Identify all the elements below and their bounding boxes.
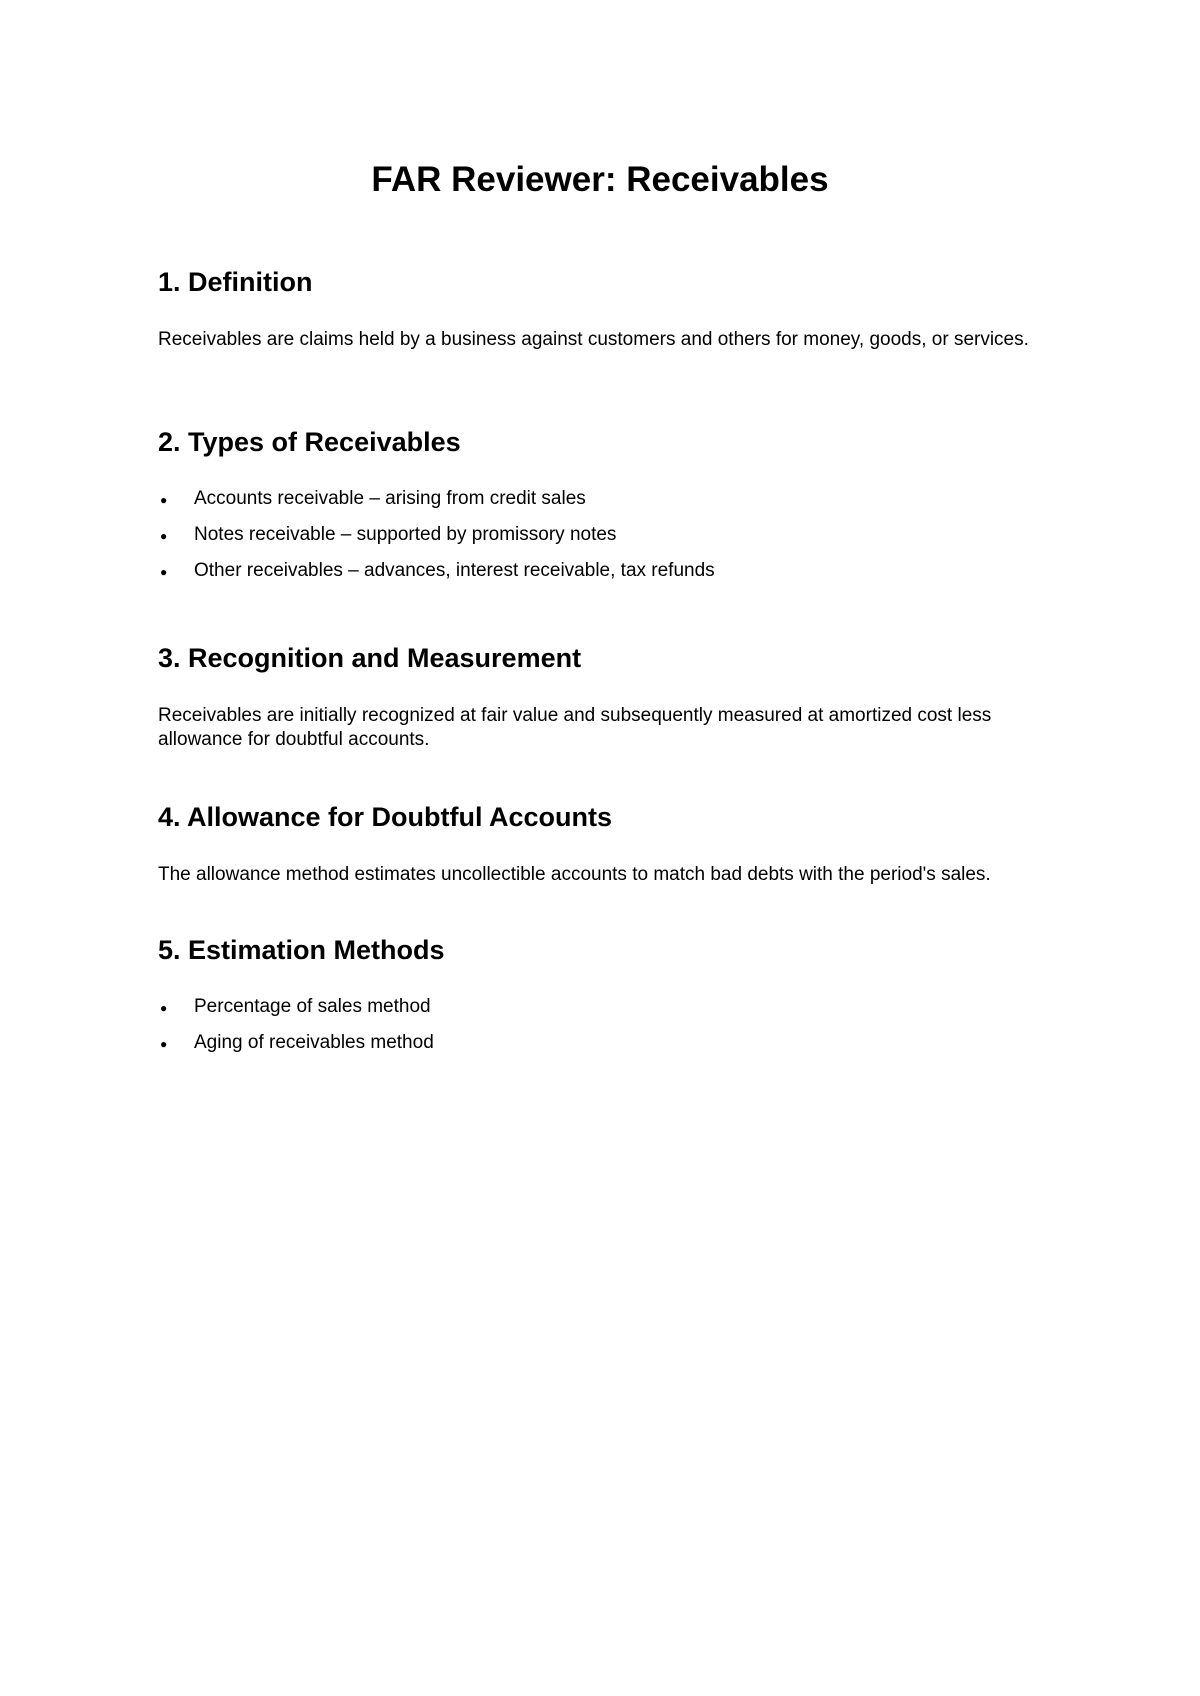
section-recognition-and-measurement	[158, 641, 1058, 752]
bullet-icon: ●	[160, 493, 168, 507]
list-item	[158, 487, 1058, 511]
bullet-icon: ●	[160, 565, 168, 579]
list-item	[158, 1031, 1058, 1055]
list-item-text: Percentage of sales method	[194, 996, 431, 1017]
section-heading: 1. Definition	[158, 267, 313, 297]
section-types-of-receivables	[158, 425, 1058, 595]
list-item-text: Other receivables – advances, interest receivable, tax refunds	[194, 560, 715, 581]
section-definition	[158, 265, 1058, 352]
document-title: FAR Reviewer: Receivables	[371, 160, 829, 199]
section-paragraph: Receivables are initially recognized at fair value and subsequently measured at amortized cost less allowance for doubtful accounts.	[158, 705, 992, 750]
bullet-list	[158, 487, 1058, 583]
bullet-icon: ●	[160, 1001, 168, 1015]
list-item	[158, 523, 1058, 547]
section-heading: 3. Recognition and Measurement	[158, 643, 582, 673]
section-allowance-for-doubtful-accounts	[158, 800, 1058, 887]
bullet-icon: ●	[160, 1037, 168, 1051]
list-item-text: Accounts receivable – arising from credit sales	[194, 488, 586, 509]
list-item	[158, 995, 1058, 1019]
section-paragraph: Receivables are claims held by a business against customers and others for money, goods, or services.	[158, 329, 1029, 350]
section-heading: 5. Estimation Methods	[158, 935, 445, 965]
list-item-text: Aging of receivables method	[194, 1032, 434, 1053]
section-paragraph: The allowance method estimates uncollectible accounts to match bad debts with the period's sales.	[158, 864, 991, 885]
list-item-text: Notes receivable – supported by promissory notes	[194, 524, 617, 545]
bullet-icon: ●	[160, 529, 168, 543]
bullet-list	[158, 995, 1058, 1055]
section-heading: 2. Types of Receivables	[158, 427, 461, 457]
section-heading: 4. Allowance for Doubtful Accounts	[158, 802, 613, 832]
list-item	[158, 559, 1058, 583]
section-estimation-methods	[158, 933, 1058, 1067]
